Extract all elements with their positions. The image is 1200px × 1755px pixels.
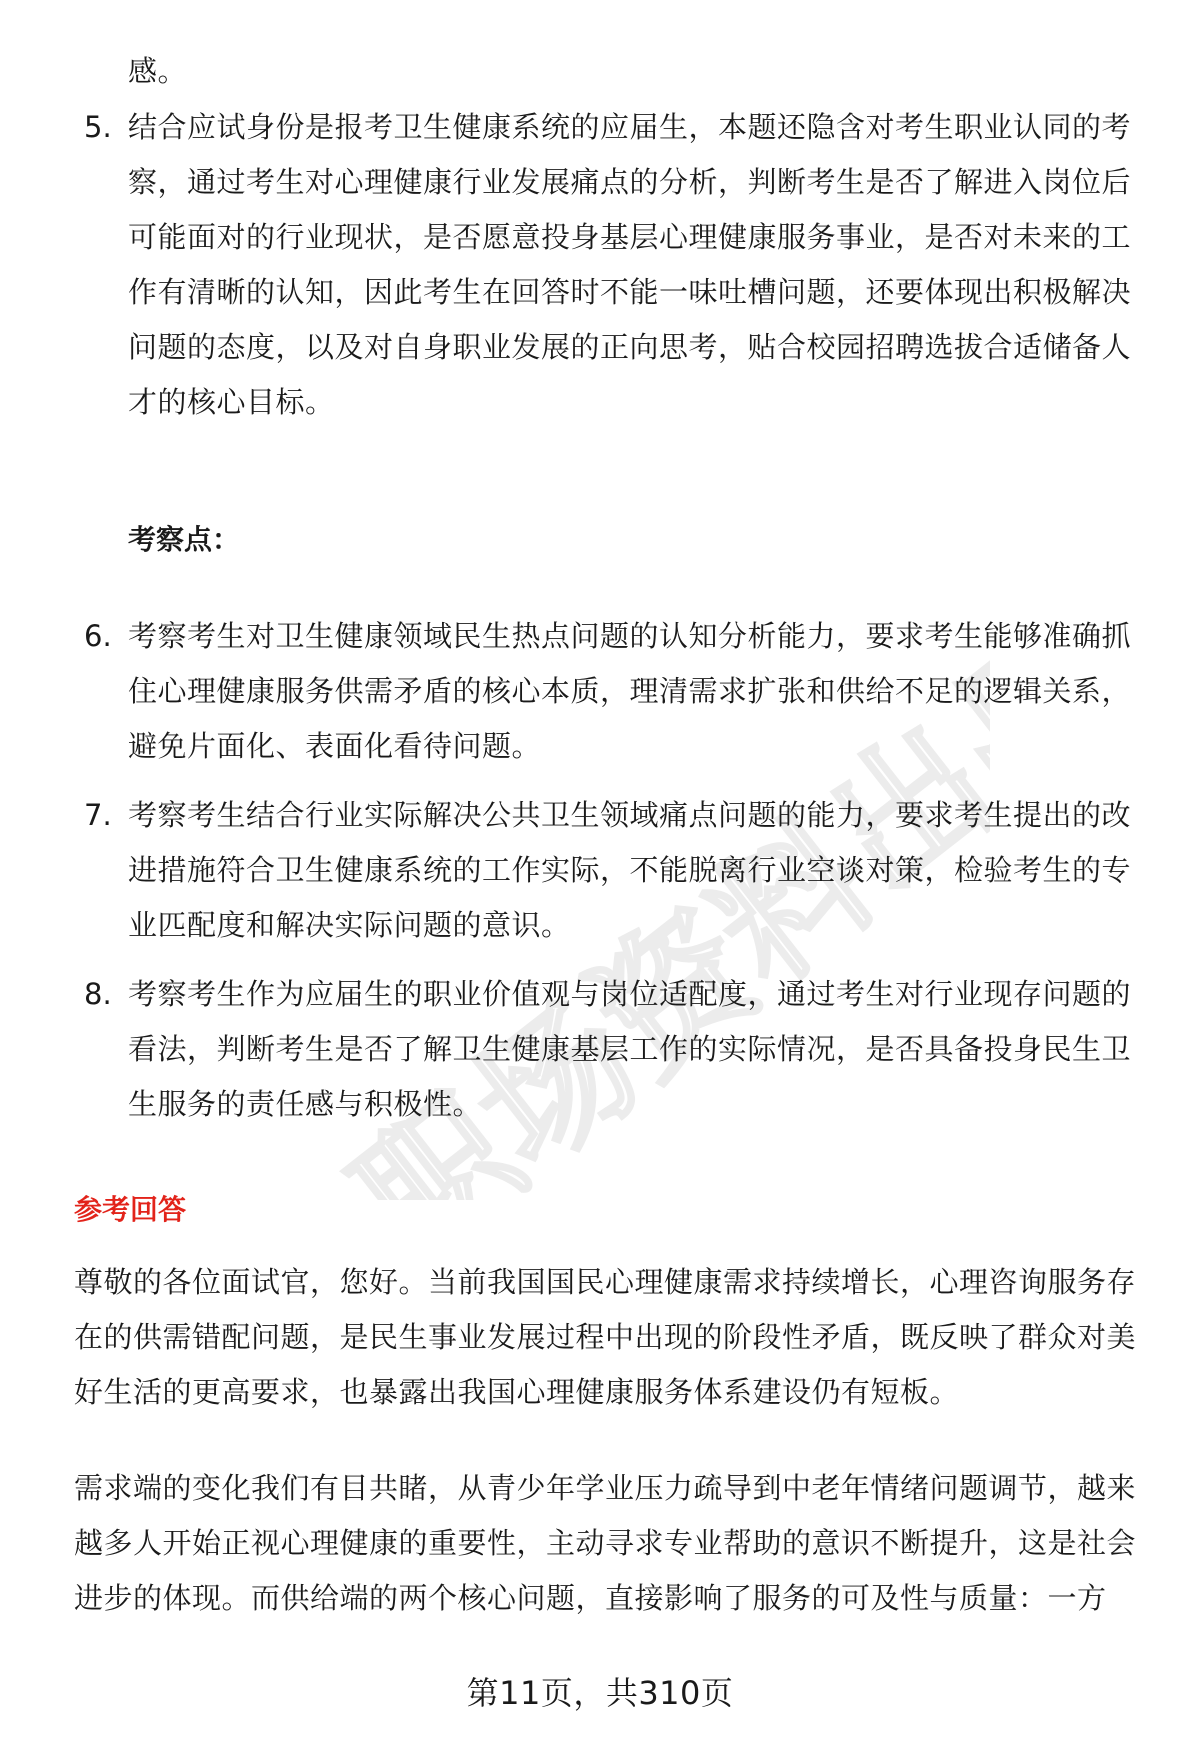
paragraph-line: 好生活的更高要求，也暴露出我国心理健康服务体系建设仍有短板。 bbox=[74, 1375, 960, 1409]
list-line: 生服务的责任感与积极性。 bbox=[128, 1087, 483, 1121]
list-line: 作有清晰的认知，因此考生在回答时不能一味吐槽问题，还要体现出积极解决 bbox=[128, 275, 1132, 309]
paragraph-line: 需求端的变化我们有目共睹，从青少年学业压力疏导到中老年情绪问题调节，越来 bbox=[74, 1471, 1137, 1505]
paragraph-line: 进步的体现。而供给端的两个核心问题，直接影响了服务的可及性与质量：一方 bbox=[74, 1581, 1107, 1615]
list-number: 8. bbox=[84, 977, 112, 1011]
page-number: 第11页，共310页 bbox=[466, 1674, 734, 1712]
list-line: 考察考生作为应届生的职业价值观与岗位适配度，通过考生对行业现存问题的 bbox=[128, 977, 1132, 1011]
list-number: 7. bbox=[84, 798, 112, 832]
list-line: 问题的态度，以及对自身职业发展的正向思考，贴合校园招聘选拔合适储备人 bbox=[128, 330, 1132, 364]
list-line: 住心理健康服务供需矛盾的核心本质，理清需求扩张和供给不足的逻辑关系， bbox=[128, 674, 1132, 708]
watermark-text: 职场资料出品 bbox=[326, 602, 990, 1200]
list-number: 6. bbox=[84, 619, 112, 653]
list-line: 考察考生对卫生健康领域民生热点问题的认知分析能力，要求考生能够准确抓 bbox=[128, 619, 1132, 653]
section-heading: 考察点： bbox=[128, 523, 241, 556]
list-line: 看法，判断考生是否了解卫生健康基层工作的实际情况，是否具备投身民生卫 bbox=[128, 1032, 1132, 1066]
paragraph-line: 在的供需错配问题，是民生事业发展过程中出现的阶段性矛盾，既反映了群众对美 bbox=[74, 1320, 1137, 1354]
list-line: 可能面对的行业现状，是否愿意投身基层心理健康服务事业，是否对未来的工 bbox=[128, 220, 1132, 254]
paragraph-line: 尊敬的各位面试官，您好。当前我国国民心理健康需求持续增长，心理咨询服务存 bbox=[74, 1265, 1137, 1299]
list-line: 业匹配度和解决实际问题的意识。 bbox=[128, 908, 571, 942]
continuation-text: 感。 bbox=[128, 54, 188, 88]
list-line: 进措施符合卫生健康系统的工作实际，不能脱离行业空谈对策，检验考生的专 bbox=[128, 853, 1132, 887]
list-line: 察，通过考生对心理健康行业发展痛点的分析，判断考生是否了解进入岗位后 bbox=[128, 165, 1132, 199]
list-line: 才的核心目标。 bbox=[128, 385, 335, 419]
list-line: 避免片面化、表面化看待问题。 bbox=[128, 729, 542, 763]
list-number: 5. bbox=[84, 110, 112, 144]
paragraph-line: 越多人开始正视心理健康的重要性，主动寻求专业帮助的意识不断提升，这是社会 bbox=[74, 1526, 1137, 1560]
answer-heading: 参考回答 bbox=[74, 1193, 187, 1226]
list-line: 结合应试身份是报考卫生健康系统的应届生，本题还隐含对考生职业认同的考 bbox=[128, 110, 1132, 144]
list-line: 考察考生结合行业实际解决公共卫生领域痛点问题的能力，要求考生提出的改 bbox=[128, 798, 1132, 832]
